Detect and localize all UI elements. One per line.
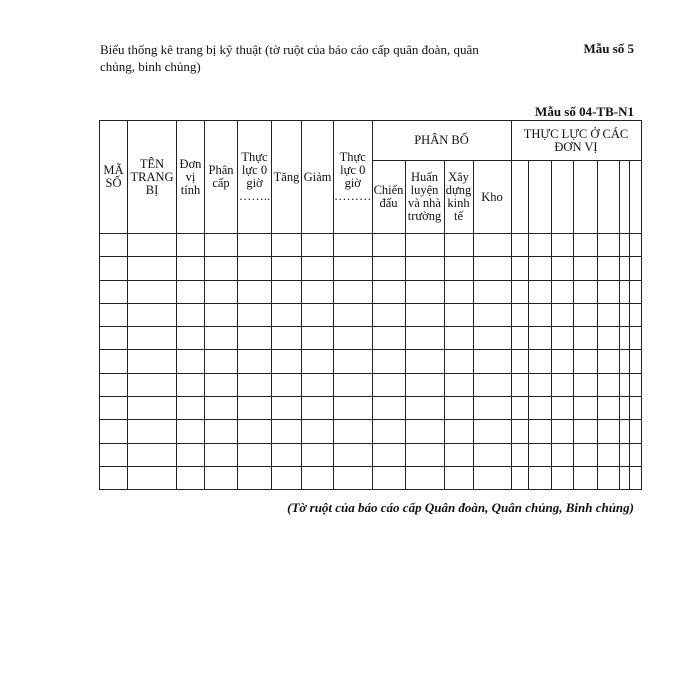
table-cell xyxy=(511,466,528,489)
table-row xyxy=(100,234,642,257)
table-cell xyxy=(272,373,302,396)
table-cell xyxy=(619,443,629,466)
table-cell xyxy=(100,397,128,420)
table-cell xyxy=(100,257,128,280)
table-cell xyxy=(372,373,405,396)
table-cell xyxy=(573,280,597,303)
table-cell xyxy=(100,234,128,257)
table-cell xyxy=(444,397,473,420)
table-row xyxy=(100,397,642,420)
col-thuc-luc-truoc-label: Thực lực 0 giờ xyxy=(241,150,268,190)
table-cell xyxy=(629,466,641,489)
table-cell xyxy=(444,257,473,280)
table-cell xyxy=(473,373,511,396)
table-cell xyxy=(302,397,334,420)
table-cell xyxy=(100,466,128,489)
col-giam: Giảm xyxy=(302,121,334,234)
table-cell xyxy=(372,280,405,303)
table-cell xyxy=(128,350,177,373)
table-cell xyxy=(528,234,551,257)
table-row xyxy=(100,466,642,489)
table-cell xyxy=(405,420,444,443)
table-cell xyxy=(205,280,238,303)
table-cell xyxy=(405,327,444,350)
col-thuc-luc-sau-label: Thực lực 0 giờ xyxy=(339,150,366,190)
table-cell xyxy=(444,280,473,303)
col-thuc-luc-sau xyxy=(334,121,373,234)
table-cell xyxy=(573,420,597,443)
table-cell xyxy=(619,257,629,280)
table-cell xyxy=(551,466,573,489)
table-cell xyxy=(473,257,511,280)
table-cell xyxy=(551,280,573,303)
table-cell xyxy=(573,350,597,373)
table-cell xyxy=(597,350,619,373)
table-cell xyxy=(444,350,473,373)
table-cell xyxy=(629,303,641,326)
table-cell xyxy=(597,257,619,280)
table-cell xyxy=(619,234,629,257)
table-cell xyxy=(473,443,511,466)
table-row xyxy=(100,257,642,280)
table-cell xyxy=(528,257,551,280)
table-body xyxy=(100,234,642,490)
table-cell xyxy=(334,234,373,257)
table-cell xyxy=(238,303,272,326)
table-cell xyxy=(629,350,641,373)
table-cell xyxy=(597,420,619,443)
table-cell xyxy=(177,443,205,466)
table-cell xyxy=(272,234,302,257)
col-ten-trang-bi: TÊN TRANG BỊ xyxy=(128,121,177,234)
table-cell xyxy=(619,303,629,326)
col-chien-dau: Chiến đấu xyxy=(372,161,405,234)
table-cell xyxy=(528,280,551,303)
table-cell xyxy=(551,397,573,420)
table-cell xyxy=(334,350,373,373)
col-unit-4 xyxy=(573,161,597,234)
table-cell xyxy=(444,234,473,257)
table-cell xyxy=(177,397,205,420)
table-cell xyxy=(128,466,177,489)
col-unit-7 xyxy=(629,161,641,234)
table-cell xyxy=(629,373,641,396)
col-thuc-luc-sau-dots: ……… xyxy=(334,189,372,203)
table-cell xyxy=(619,466,629,489)
table-cell xyxy=(238,466,272,489)
table-cell xyxy=(334,420,373,443)
table-cell xyxy=(205,303,238,326)
table-cell xyxy=(177,257,205,280)
table-cell xyxy=(334,397,373,420)
table-cell xyxy=(100,373,128,396)
table-cell xyxy=(302,280,334,303)
table-cell xyxy=(272,327,302,350)
table-cell xyxy=(128,443,177,466)
table-cell xyxy=(573,443,597,466)
table-cell xyxy=(302,327,334,350)
table-cell xyxy=(629,280,641,303)
table-cell xyxy=(511,443,528,466)
table-cell xyxy=(573,466,597,489)
table-cell xyxy=(100,327,128,350)
table-cell xyxy=(511,350,528,373)
table-cell xyxy=(238,397,272,420)
table-cell xyxy=(334,327,373,350)
table-cell xyxy=(551,443,573,466)
table-cell xyxy=(573,327,597,350)
table-cell xyxy=(619,350,629,373)
table-cell xyxy=(619,420,629,443)
table-cell xyxy=(272,443,302,466)
table-row xyxy=(100,443,642,466)
table-cell xyxy=(473,420,511,443)
table-cell xyxy=(302,443,334,466)
table-cell xyxy=(238,280,272,303)
table-cell xyxy=(629,397,641,420)
table-cell xyxy=(511,234,528,257)
table-cell xyxy=(573,303,597,326)
table-cell xyxy=(551,420,573,443)
table-row xyxy=(100,350,642,373)
table-row xyxy=(100,280,642,303)
table-cell xyxy=(128,397,177,420)
col-unit-3 xyxy=(551,161,573,234)
table-cell xyxy=(511,303,528,326)
table-cell xyxy=(619,373,629,396)
table-cell xyxy=(272,420,302,443)
table-cell xyxy=(372,327,405,350)
table-cell xyxy=(528,303,551,326)
form-code: Mẫu số 04-TB-N1 xyxy=(535,104,634,119)
table-cell xyxy=(238,257,272,280)
form-number: Mẫu số 5 xyxy=(583,41,634,56)
table-cell xyxy=(177,280,205,303)
table-cell xyxy=(528,443,551,466)
table-cell xyxy=(372,420,405,443)
table-cell xyxy=(177,466,205,489)
col-xay-dung: Xây dựng kinh tế xyxy=(444,161,473,234)
table-cell xyxy=(511,397,528,420)
table-cell xyxy=(238,443,272,466)
table-cell xyxy=(619,397,629,420)
col-ma-so: MÃ SỐ xyxy=(100,121,128,234)
table-cell xyxy=(100,280,128,303)
table-cell xyxy=(597,234,619,257)
table-cell xyxy=(444,443,473,466)
table-cell xyxy=(238,234,272,257)
table-cell xyxy=(372,234,405,257)
table-cell xyxy=(205,373,238,396)
table-cell xyxy=(573,234,597,257)
table-cell xyxy=(405,350,444,373)
table-cell xyxy=(100,443,128,466)
table-cell xyxy=(177,303,205,326)
table-cell xyxy=(128,420,177,443)
table-cell xyxy=(272,303,302,326)
col-unit-2 xyxy=(528,161,551,234)
table-cell xyxy=(272,280,302,303)
table-cell xyxy=(473,350,511,373)
col-thuc-luc-truoc xyxy=(238,121,272,234)
table-cell xyxy=(629,234,641,257)
table-cell xyxy=(528,327,551,350)
table-cell xyxy=(128,373,177,396)
table-row xyxy=(100,373,642,396)
table-cell xyxy=(205,234,238,257)
table-cell xyxy=(177,373,205,396)
table-cell xyxy=(302,420,334,443)
table-cell xyxy=(238,373,272,396)
table-cell xyxy=(597,397,619,420)
table-cell xyxy=(619,280,629,303)
table-cell xyxy=(205,466,238,489)
table-cell xyxy=(372,443,405,466)
table-cell xyxy=(573,373,597,396)
table-cell xyxy=(372,257,405,280)
table-cell xyxy=(473,397,511,420)
col-thuc-luc-truoc-dots: …….. xyxy=(238,189,271,203)
table-cell xyxy=(405,280,444,303)
table-cell xyxy=(272,350,302,373)
table-cell xyxy=(205,397,238,420)
table-row xyxy=(100,327,642,350)
table-cell xyxy=(629,443,641,466)
col-don-vi-tinh: Đơn vị tính xyxy=(177,121,205,234)
table-cell xyxy=(528,373,551,396)
table-cell xyxy=(334,280,373,303)
table-cell xyxy=(444,466,473,489)
table-cell xyxy=(528,420,551,443)
table-cell xyxy=(128,257,177,280)
table-cell xyxy=(528,397,551,420)
table-cell xyxy=(302,350,334,373)
col-phan-cap: Phân cấp xyxy=(205,121,238,234)
col-kho: Kho xyxy=(473,161,511,234)
table-cell xyxy=(100,350,128,373)
col-unit-1 xyxy=(511,161,528,234)
table-cell xyxy=(511,257,528,280)
table-cell xyxy=(205,350,238,373)
table-cell xyxy=(619,327,629,350)
table-cell xyxy=(334,443,373,466)
table-cell xyxy=(629,257,641,280)
table-cell xyxy=(272,257,302,280)
table-cell xyxy=(629,420,641,443)
col-unit-6 xyxy=(619,161,629,234)
table-cell xyxy=(551,303,573,326)
table-cell xyxy=(629,327,641,350)
table-cell xyxy=(573,257,597,280)
table-cell xyxy=(334,466,373,489)
table-cell xyxy=(405,373,444,396)
table-cell xyxy=(597,327,619,350)
table-cell xyxy=(405,257,444,280)
table-cell xyxy=(177,327,205,350)
table-cell xyxy=(511,373,528,396)
table-cell xyxy=(100,303,128,326)
table-cell xyxy=(444,303,473,326)
table-cell xyxy=(302,466,334,489)
table-cell xyxy=(573,397,597,420)
form-title: Biểu thống kê trang bị kỹ thuật (tờ ruột của báo cáo cấp quân đoàn, quân chủng, binh chủng) xyxy=(100,42,479,74)
table-cell xyxy=(511,280,528,303)
table-cell xyxy=(511,420,528,443)
table-cell xyxy=(597,303,619,326)
table-cell xyxy=(205,257,238,280)
table-row xyxy=(100,420,642,443)
table-cell xyxy=(444,420,473,443)
table-cell xyxy=(302,257,334,280)
table-cell xyxy=(372,350,405,373)
table-cell xyxy=(238,327,272,350)
table-cell xyxy=(405,234,444,257)
footer-note: (Tờ ruột của báo cáo cấp Quân đoàn, Quân chủng, Binh chủng) xyxy=(287,500,634,515)
table-cell xyxy=(238,420,272,443)
table-cell xyxy=(238,350,272,373)
table-cell xyxy=(405,397,444,420)
equipment-table xyxy=(99,120,642,490)
table-cell xyxy=(405,466,444,489)
table-cell xyxy=(597,280,619,303)
table-cell xyxy=(473,327,511,350)
table-cell xyxy=(177,350,205,373)
table-cell xyxy=(302,234,334,257)
table-cell xyxy=(551,373,573,396)
table-cell xyxy=(597,443,619,466)
table-cell xyxy=(405,443,444,466)
table-cell xyxy=(597,373,619,396)
table-cell xyxy=(128,327,177,350)
table-cell xyxy=(302,303,334,326)
table-cell xyxy=(372,397,405,420)
table-cell xyxy=(372,466,405,489)
table-cell xyxy=(405,303,444,326)
col-huan-luyen: Huấn luyện và nhà trường xyxy=(405,161,444,234)
table-cell xyxy=(473,303,511,326)
col-tang: Tăng xyxy=(272,121,302,234)
table-cell xyxy=(551,350,573,373)
table-cell xyxy=(205,420,238,443)
table-cell xyxy=(128,280,177,303)
table-cell xyxy=(177,420,205,443)
table-cell xyxy=(473,466,511,489)
table-cell xyxy=(128,234,177,257)
table-cell xyxy=(473,280,511,303)
col-unit-5 xyxy=(597,161,619,234)
table-cell xyxy=(302,373,334,396)
table-cell xyxy=(444,373,473,396)
table-cell xyxy=(205,443,238,466)
table-cell xyxy=(205,327,238,350)
table-cell xyxy=(334,373,373,396)
table-cell xyxy=(272,397,302,420)
table-cell xyxy=(444,327,473,350)
table-cell xyxy=(551,257,573,280)
table-cell xyxy=(511,327,528,350)
table-cell xyxy=(128,303,177,326)
table-cell xyxy=(528,466,551,489)
table-cell xyxy=(100,420,128,443)
table-cell xyxy=(177,234,205,257)
col-phan-bo: PHÂN BỐ xyxy=(372,121,511,161)
table-cell xyxy=(334,257,373,280)
table-cell xyxy=(551,234,573,257)
col-thuc-luc-don-vi: THỰC LỰC Ở CÁC ĐƠN VỊ xyxy=(511,121,641,161)
table-cell xyxy=(473,234,511,257)
table-cell xyxy=(272,466,302,489)
table-cell xyxy=(528,350,551,373)
table-cell xyxy=(551,327,573,350)
table-cell xyxy=(334,303,373,326)
table-row xyxy=(100,303,642,326)
table-cell xyxy=(597,466,619,489)
table-cell xyxy=(372,303,405,326)
